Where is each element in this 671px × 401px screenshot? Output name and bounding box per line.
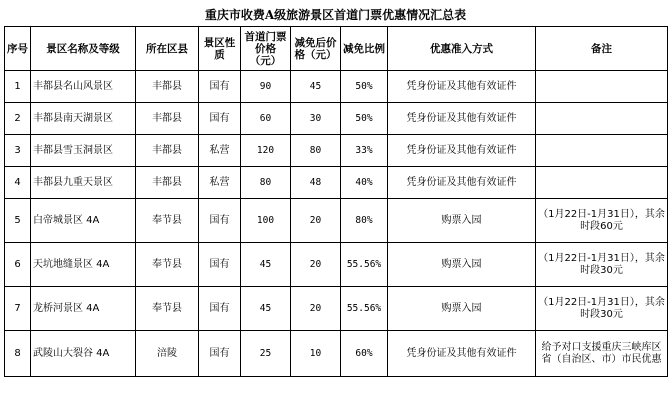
cell-reduced: 30 — [291, 103, 341, 135]
table-row — [5, 167, 668, 199]
cell-price: 100 — [241, 199, 291, 243]
cell-name: 天坑地缝景区 4A — [31, 243, 136, 287]
cell-district: 丰都县 — [136, 135, 199, 167]
header-nature: 景区性质 — [199, 27, 241, 71]
cell-name: 白帝城景区 4A — [31, 199, 136, 243]
cell-note: （1月22日-1月31日），其余时段60元 — [536, 199, 668, 243]
cell-ratio: 55.56% — [341, 243, 388, 287]
header-row — [5, 27, 668, 71]
cell-seq: 1 — [5, 71, 31, 103]
header-district: 所在区县 — [136, 27, 199, 71]
cell-ratio: 60% — [341, 331, 388, 377]
table-row — [5, 103, 668, 135]
cell-nature: 国有 — [199, 331, 241, 377]
cell-note — [536, 71, 668, 103]
cell-price: 45 — [241, 243, 291, 287]
table-row — [5, 199, 668, 243]
table-row — [5, 243, 668, 287]
cell-method: 凭身份证及其他有效证件 — [388, 135, 536, 167]
cell-seq: 5 — [5, 199, 31, 243]
cell-price: 60 — [241, 103, 291, 135]
cell-reduced: 48 — [291, 167, 341, 199]
cell-ratio: 33% — [341, 135, 388, 167]
cell-ratio: 50% — [341, 103, 388, 135]
cell-note: （1月22日-1月31日），其余时段30元 — [536, 287, 668, 331]
header-seq: 序号 — [5, 27, 31, 71]
table-row — [5, 135, 668, 167]
header-price: 首道门票价格（元） — [241, 27, 291, 71]
cell-reduced: 20 — [291, 199, 341, 243]
cell-nature: 私营 — [199, 167, 241, 199]
cell-method: 凭身份证及其他有效证件 — [388, 71, 536, 103]
cell-district: 奉节县 — [136, 243, 199, 287]
cell-district: 涪陵 — [136, 331, 199, 377]
cell-nature: 国有 — [199, 287, 241, 331]
cell-ratio: 40% — [341, 167, 388, 199]
cell-method: 凭身份证及其他有效证件 — [388, 167, 536, 199]
cell-nature: 私营 — [199, 135, 241, 167]
cell-district: 丰都县 — [136, 71, 199, 103]
cell-note — [536, 167, 668, 199]
cell-reduced: 20 — [291, 287, 341, 331]
cell-ratio: 55.56% — [341, 287, 388, 331]
cell-name: 丰都县名山风景区 — [31, 71, 136, 103]
discount-table — [4, 26, 668, 377]
cell-district: 丰都县 — [136, 103, 199, 135]
cell-note: 给予对口支援重庆三峡库区省（自治区、市）市民优惠 — [536, 331, 668, 377]
cell-nature: 国有 — [199, 103, 241, 135]
table-row — [5, 287, 668, 331]
cell-reduced: 80 — [291, 135, 341, 167]
cell-note — [536, 135, 668, 167]
cell-seq: 8 — [5, 331, 31, 377]
cell-name: 丰都县雪玉洞景区 — [31, 135, 136, 167]
cell-price: 80 — [241, 167, 291, 199]
table-row — [5, 71, 668, 103]
cell-price: 45 — [241, 287, 291, 331]
cell-method: 购票入园 — [388, 243, 536, 287]
cell-reduced: 10 — [291, 331, 341, 377]
header-note: 备注 — [536, 27, 668, 71]
cell-method: 购票入园 — [388, 199, 536, 243]
header-reduced: 减免后价格（元） — [291, 27, 341, 71]
cell-price: 120 — [241, 135, 291, 167]
cell-nature: 国有 — [199, 71, 241, 103]
header-method: 优惠准入方式 — [388, 27, 536, 71]
cell-seq: 2 — [5, 103, 31, 135]
cell-seq: 3 — [5, 135, 31, 167]
cell-district: 丰都县 — [136, 167, 199, 199]
cell-ratio: 50% — [341, 71, 388, 103]
cell-price: 25 — [241, 331, 291, 377]
cell-seq: 6 — [5, 243, 31, 287]
cell-name: 丰都县九重天景区 — [31, 167, 136, 199]
cell-name: 丰都县南天湖景区 — [31, 103, 136, 135]
table-title: 重庆市收费A级旅游景区首道门票优惠情况汇总表 — [204, 8, 467, 22]
cell-method: 凭身份证及其他有效证件 — [388, 103, 536, 135]
cell-method: 购票入园 — [388, 287, 536, 331]
cell-ratio: 80% — [341, 199, 388, 243]
cell-method: 凭身份证及其他有效证件 — [388, 331, 536, 377]
cell-price: 90 — [241, 71, 291, 103]
cell-district: 奉节县 — [136, 287, 199, 331]
cell-nature: 国有 — [199, 199, 241, 243]
cell-seq: 4 — [5, 167, 31, 199]
cell-note: （1月22日-1月31日），其余时段30元 — [536, 243, 668, 287]
cell-nature: 国有 — [199, 243, 241, 287]
cell-note — [536, 103, 668, 135]
cell-seq: 7 — [5, 287, 31, 331]
cell-district: 奉节县 — [136, 199, 199, 243]
cell-name: 龙桥河景区 4A — [31, 287, 136, 331]
table-row — [5, 331, 668, 377]
header-name: 景区名称及等级 — [31, 27, 136, 71]
cell-name: 武陵山大裂谷 4A — [31, 331, 136, 377]
cell-reduced: 20 — [291, 243, 341, 287]
header-ratio: 减免比例 — [341, 27, 388, 71]
cell-reduced: 45 — [291, 71, 341, 103]
